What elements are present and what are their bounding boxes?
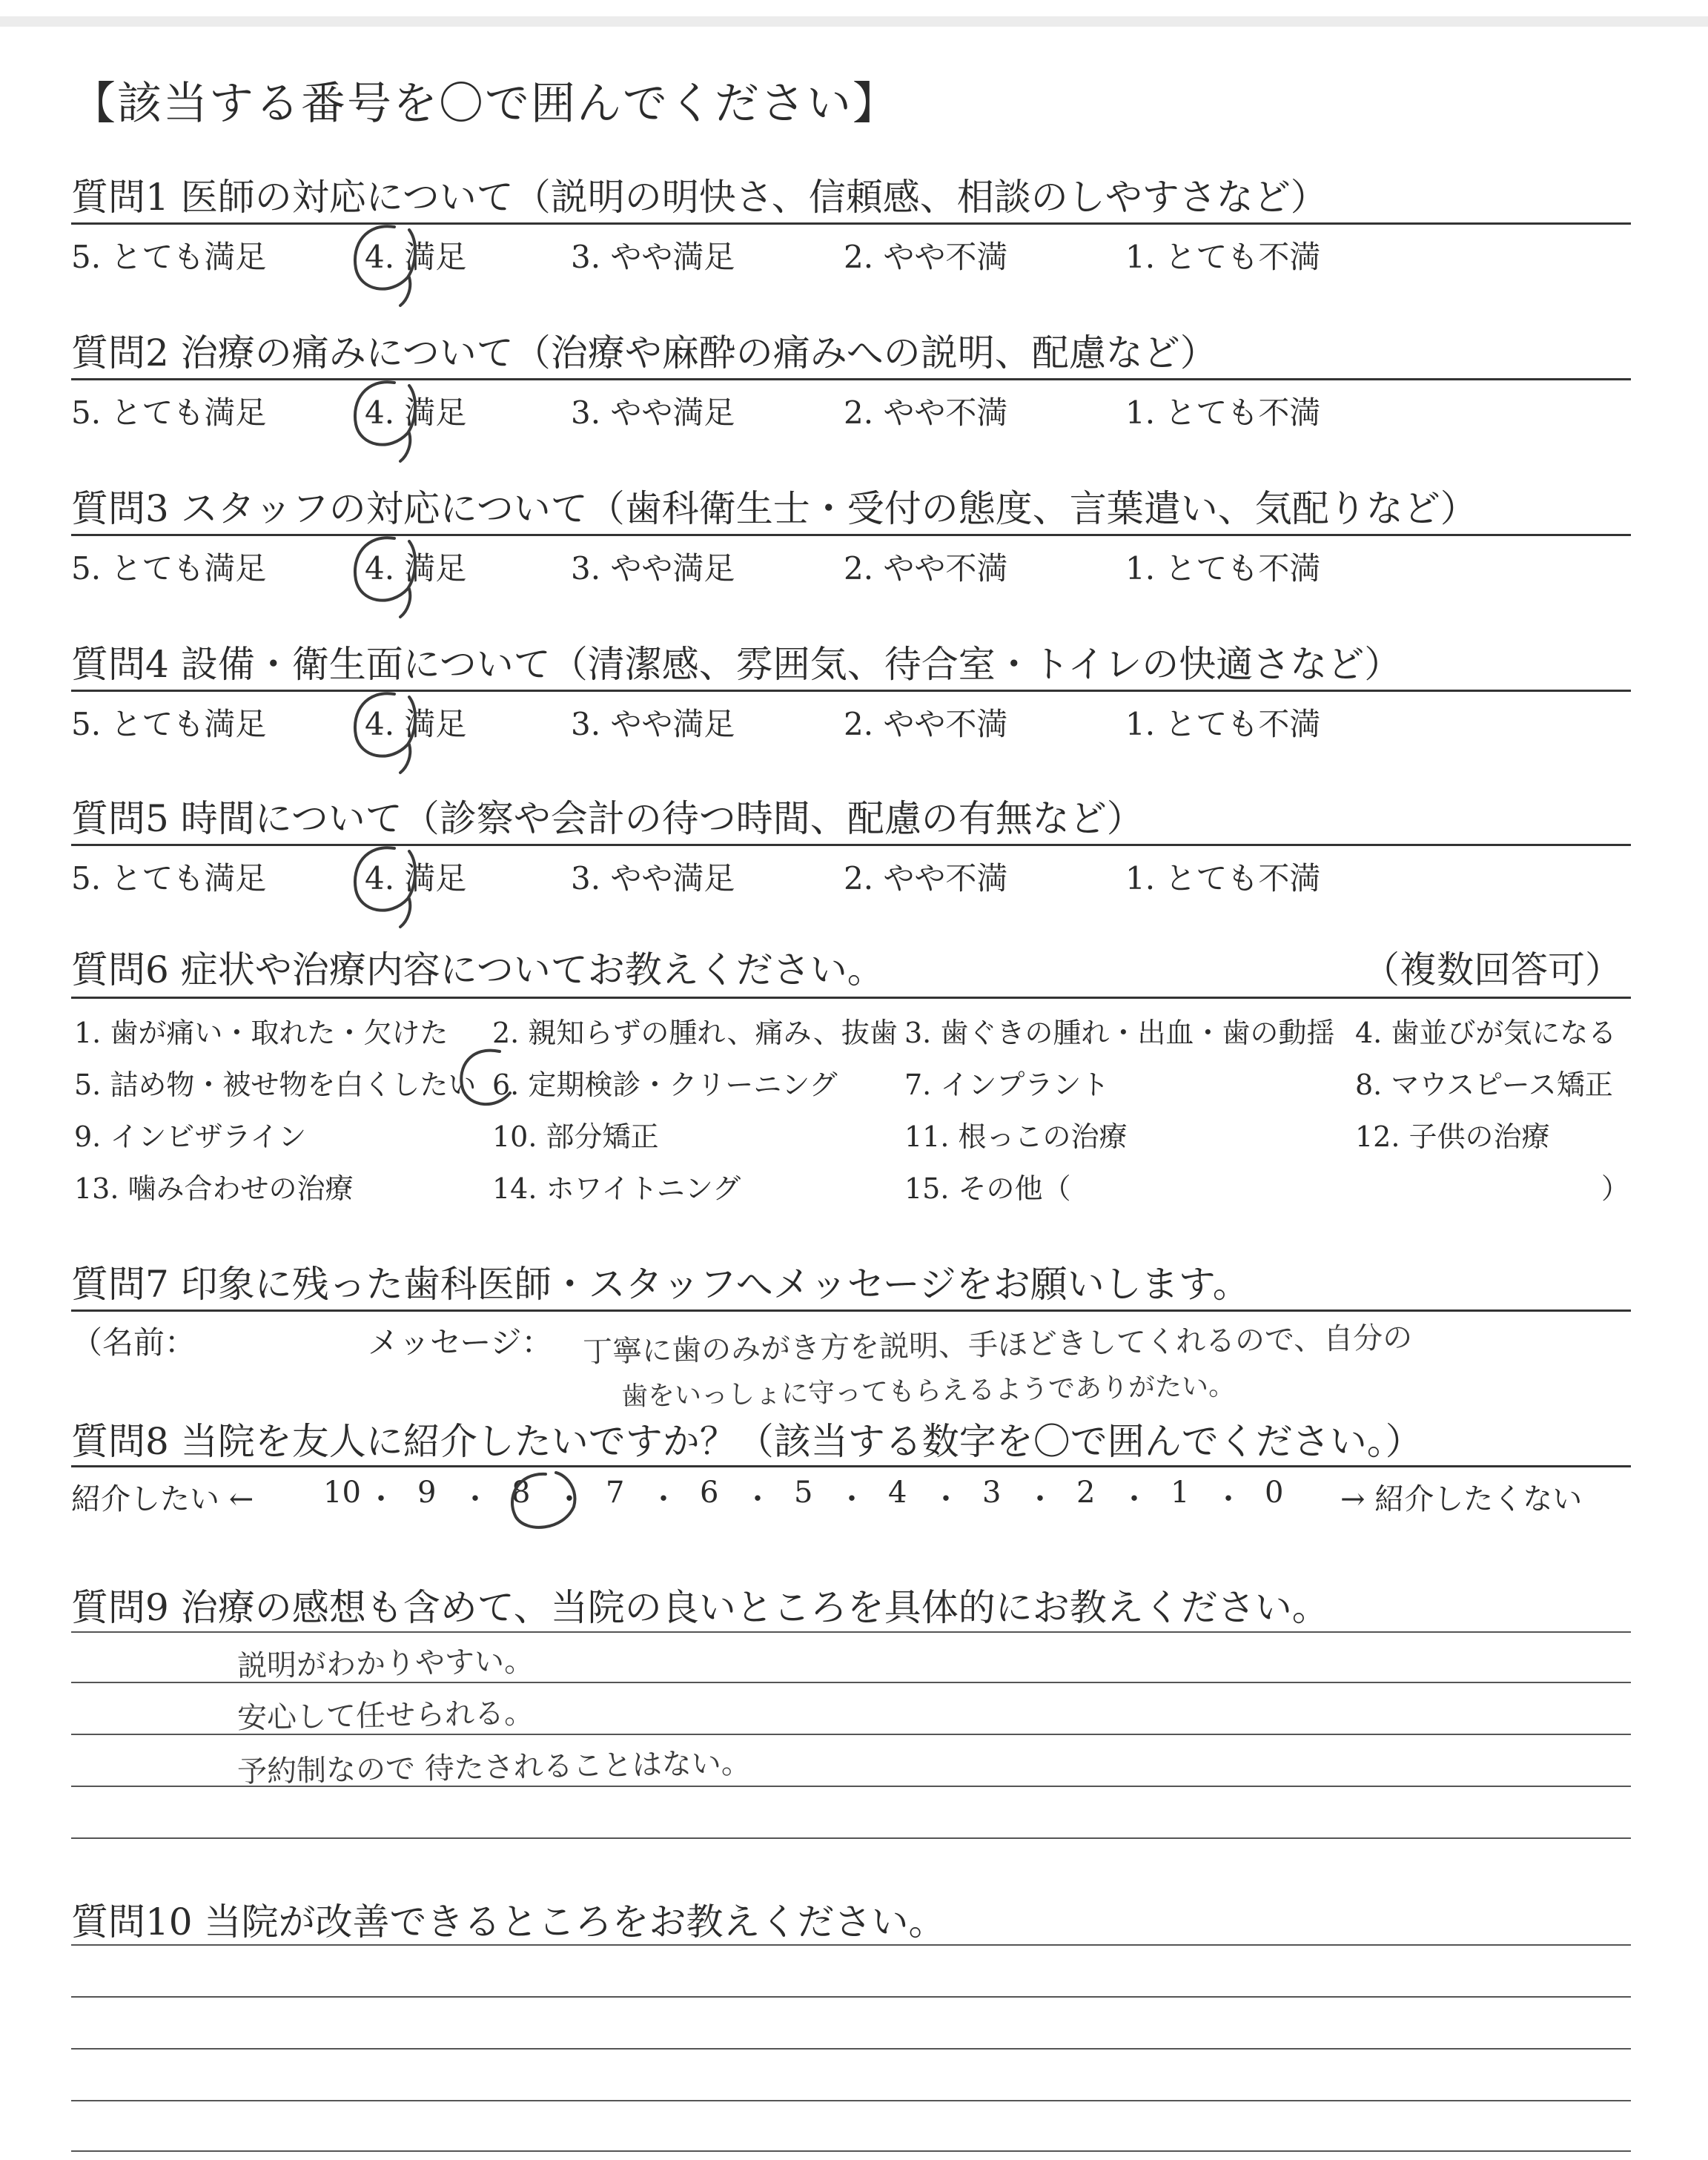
q6-option-5[interactable]: 5. 詰め物・被せ物を白くしたい: [74, 1069, 477, 1101]
q6-option-6[interactable]: 6. 定期検診・クリーニング: [492, 1069, 838, 1101]
q8-separator: ・: [555, 1482, 584, 1516]
q8-scale-10[interactable]: 10: [323, 1476, 361, 1510]
q4-hand-circle: [345, 687, 427, 776]
q6-option-1[interactable]: 1. 歯が痛い・取れた・欠けた: [74, 1017, 448, 1049]
q3-hand-circle: [345, 531, 427, 620]
q8-hand-circle: [504, 1468, 586, 1536]
q8-scale-9[interactable]: 9: [417, 1476, 437, 1510]
q8-rule: [71, 1465, 1631, 1467]
q8-scale-6[interactable]: 6: [700, 1476, 719, 1510]
q5-option-5[interactable]: 5. とても満足: [71, 860, 267, 896]
q2-rule: [71, 378, 1631, 380]
q8-scale-2[interactable]: 2: [1076, 1476, 1096, 1510]
q6-option-10[interactable]: 10. 部分矯正: [492, 1120, 659, 1153]
q8-separator: ・: [366, 1482, 396, 1516]
q6-hand-circle: [454, 1044, 528, 1112]
q4-option-5[interactable]: 5. とても満足: [71, 706, 267, 742]
q5-option-3[interactable]: 3. やや満足: [571, 860, 735, 896]
form-title: 【該当する番号を〇で囲んでください】: [71, 78, 898, 130]
q10-line-1: [71, 1944, 1631, 1946]
q3-option-5[interactable]: 5. とても満足: [71, 550, 267, 587]
q5-rule: [71, 844, 1631, 846]
q3-option-1[interactable]: 1. とても不満: [1125, 550, 1321, 587]
q8-separator: ・: [1214, 1482, 1243, 1516]
q8-scale-0[interactable]: 0: [1265, 1476, 1284, 1510]
q6-other-close[interactable]: ）: [1601, 1172, 1630, 1205]
q5-option-4[interactable]: 4. 満足: [365, 860, 467, 896]
q8-title: 質問8 当院を友人に紹介したいですか？（該当する数字を〇で囲んでください。）: [71, 1420, 1423, 1463]
scan-edge: [0, 16, 1708, 27]
q2-option-1[interactable]: 1. とても不満: [1125, 394, 1321, 431]
q3-option-4[interactable]: 4. 満足: [365, 550, 467, 587]
q6-option-2[interactable]: 2. 親知らずの腫れ、痛み、抜歯: [492, 1017, 898, 1049]
q6-title: 質問6 症状や治療内容についてお教えください。: [71, 948, 884, 991]
q4-rule: [71, 690, 1631, 692]
q6-option-13[interactable]: 13. 噛み合わせの治療: [74, 1172, 354, 1205]
q6-option-4[interactable]: 4. 歯並びが気になる: [1355, 1017, 1617, 1049]
q2-option-5[interactable]: 5. とても満足: [71, 394, 267, 431]
q4-option-2[interactable]: 2. やや不満: [844, 706, 1008, 742]
q8-scale-1[interactable]: 1: [1171, 1476, 1190, 1510]
q8-separator: ・: [1119, 1482, 1149, 1516]
q8-separator: ・: [837, 1482, 867, 1516]
q9-line-1: [71, 1631, 1631, 1633]
q1-title: 質問1 医師の対応について（説明の明快さ、信頼感、相談のしやすさなど）: [71, 176, 1328, 219]
q6-option-9[interactable]: 9. インビザライン: [74, 1120, 307, 1153]
q1-rule: [71, 222, 1631, 225]
q6-option-3[interactable]: 3. 歯ぐきの腫れ・出血・歯の動揺: [904, 1017, 1335, 1049]
q6-option-12[interactable]: 12. 子供の治療: [1355, 1120, 1550, 1153]
q3-option-2[interactable]: 2. やや不満: [844, 550, 1008, 587]
q8-scale-4[interactable]: 4: [888, 1476, 907, 1510]
q6-option-11[interactable]: 11. 根っこの治療: [904, 1120, 1128, 1153]
q10-line-3: [71, 2048, 1631, 2050]
q2-option-3[interactable]: 3. やや満足: [571, 394, 735, 431]
q8-scale-5[interactable]: 5: [794, 1476, 813, 1510]
q1-option-3[interactable]: 3. やや満足: [571, 239, 735, 275]
q6-note: （複数回答可）: [1363, 948, 1622, 991]
q4-option-1[interactable]: 1. とても不満: [1125, 706, 1321, 742]
q8-right-label: → 紹介したくない: [1340, 1482, 1583, 1516]
q4-option-3[interactable]: 3. やや満足: [571, 706, 735, 742]
q7-rule: [71, 1309, 1631, 1312]
q7-name-label: （名前：: [71, 1324, 196, 1361]
q9-answer-2: 安心して任せられる。: [236, 1696, 534, 1736]
q7-title: 質問7 印象に残った歯科医師・スタッフへメッセージをお願いします。: [71, 1263, 1250, 1306]
q3-option-3[interactable]: 3. やや満足: [571, 550, 735, 587]
q8-scale-7[interactable]: 7: [606, 1476, 625, 1510]
q6-option-8[interactable]: 8. マウスピース矯正: [1355, 1069, 1613, 1101]
q6-option-7[interactable]: 7. インプラント: [904, 1069, 1110, 1101]
q2-title: 質問2 治療の痛みについて（治療や麻酔の痛みへの説明、配慮など）: [71, 331, 1217, 374]
q5-hand-circle: [345, 841, 427, 930]
q4-option-4[interactable]: 4. 満足: [365, 706, 467, 742]
q9-answer-1: 説明がわかりやすい。: [236, 1644, 534, 1684]
q1-option-4[interactable]: 4. 満足: [365, 239, 467, 275]
q6-option-14[interactable]: 14. ホワイトニング: [492, 1172, 741, 1205]
q7-message-line2: 歯をいっしょに守ってもらえるようでありがたい。: [620, 1370, 1236, 1413]
q8-left-label: 紹介したい ←: [71, 1482, 254, 1516]
q1-hand-circle: [345, 219, 427, 308]
q8-scale-8[interactable]: 8: [512, 1476, 531, 1510]
q9-line-5: [71, 1837, 1631, 1839]
q10-line-5: [71, 2150, 1631, 2152]
q4-title: 質問4 設備・衛生面について（清潔感、雰囲気、待合室・トイレの快適さなど）: [71, 643, 1402, 686]
q8-separator: ・: [931, 1482, 961, 1516]
q2-option-2[interactable]: 2. やや不満: [844, 394, 1008, 431]
q8-separator: ・: [649, 1482, 678, 1516]
q1-option-2[interactable]: 2. やや不満: [844, 239, 1008, 275]
q2-hand-circle: [345, 375, 427, 464]
q2-option-4[interactable]: 4. 満足: [365, 394, 467, 431]
q5-title: 質問5 時間について（診察や会計の待つ時間、配慮の有無など）: [71, 797, 1144, 840]
q1-option-1[interactable]: 1. とても不満: [1125, 239, 1321, 275]
q9-answer-3: 予約制なので 待たされることはない。: [236, 1745, 752, 1790]
q3-rule: [71, 534, 1631, 536]
q10-title: 質問10 当院が改善できるところをお教えください。: [71, 1900, 946, 1943]
q5-option-2[interactable]: 2. やや不満: [844, 860, 1008, 896]
q5-option-1[interactable]: 1. とても不満: [1125, 860, 1321, 896]
q3-title: 質問3 スタッフの対応について（歯科衛生士・受付の態度、言葉遣い、気配りなど）: [71, 487, 1477, 530]
q8-scale-3[interactable]: 3: [982, 1476, 1002, 1510]
q9-title: 質問9 治療の感想も含めて、当院の良いところを具体的にお教えください。: [71, 1586, 1329, 1629]
q8-separator: ・: [1025, 1482, 1055, 1516]
q8-separator: ・: [743, 1482, 772, 1516]
q7-message-label: メッセージ：: [368, 1324, 553, 1361]
q6-rule: [71, 997, 1631, 999]
q10-line-2: [71, 1996, 1631, 1998]
q7-message-line1: 丁寧に歯のみがき方を説明、手ほどきしてくれるので、自分の: [582, 1321, 1413, 1370]
q6-option-15[interactable]: 15. その他（: [904, 1172, 1071, 1205]
q1-option-5[interactable]: 5. とても満足: [71, 239, 267, 275]
q10-line-4: [71, 2100, 1631, 2101]
q8-separator: ・: [460, 1482, 490, 1516]
